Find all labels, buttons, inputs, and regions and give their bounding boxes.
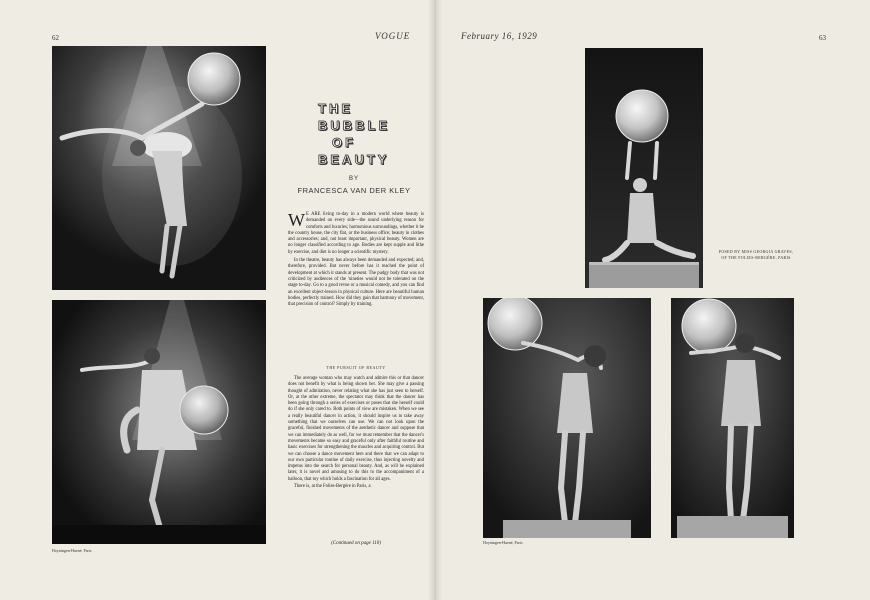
paragraph-folies: There is, at the Folies-Bergère in Paris, a bbox=[294, 484, 371, 490]
photo-caption: POSED BY MISS GEORGIA GRAVES, OF THE FOLIES-BERGÈRE, PARIS bbox=[718, 249, 794, 260]
section-subhead: THE PURSUIT OF BEAUTY bbox=[326, 365, 386, 370]
article-body-top bbox=[288, 212, 424, 362]
title-line-3: OF bbox=[332, 135, 357, 150]
photo-dancer-backbend bbox=[52, 46, 266, 290]
photo-credit-left: Hoyningen-Huené, Paris bbox=[52, 548, 92, 553]
photo-dancer-balloon-left bbox=[483, 298, 651, 538]
drop-cap: W bbox=[288, 210, 305, 230]
paragraph-pursuit: The average woman who may watch and admire this or that dancer does not benefit by what is being shown her. She may give a passing thought of admiration, never relating what she has just seen to herself. Or, at the other extreme, the spectator may think that the dancer has been going through a series of exercises or poses that she herself could do if she only cared to. Both points of view are mistaken. When we see a really beautiful dancer in action, it should inspire us to take away something that we ourselves can use. We can not look upon the graceful, finished movements of the aesthetic dancer and suppose that we can immediately do as well, for we must remember that the dancer's movements became so easy and graceful only after faithful routine and basic exercises for strengthening the muscles and acquiring control. But we can choose a dance movement here and there that we can adapt to our own particular routine of daily exercise, thus injecting novelty and impetus into the search for personal beauty. And, as will be explained later, it is novel and amusing to do this to the accompaniment of a balloon, that toy which holds a fascination for all ages. bbox=[288, 376, 424, 482]
article-title bbox=[318, 100, 398, 168]
paragraph-theatre: In the theatre, beauty has always been demanded and expected; and, therefore, provided. But never before has it reached the point of development at which it stands at present. The pudgy body that was not criticized by audiences of the 'nineties would not be tolerated on the stage to-day. Go to a good revue or a musical comedy, and you can find an excellent object-lesson in physical culture. Here are beautiful human bodies, perfectly trained. How did they gain that harmony of movement, that precision of control? Simply by training. bbox=[288, 258, 424, 308]
photo-dancer-balloon-right bbox=[671, 298, 794, 538]
byline bbox=[290, 176, 418, 200]
continued-note: (Continued on page 110) bbox=[331, 541, 381, 546]
running-header-date: February 16, 1929 bbox=[461, 31, 538, 41]
title-line-1: THE bbox=[318, 101, 353, 116]
byline-by: BY bbox=[348, 176, 359, 182]
photo-dancer-kick bbox=[52, 300, 266, 544]
article-body-bottom bbox=[288, 376, 424, 540]
photo-dancer-seated bbox=[585, 48, 703, 288]
title-line-2: BUBBLE bbox=[318, 118, 391, 133]
paragraph-intro bbox=[288, 212, 424, 256]
intro-text: E ARE living to-day in a modern world where beauty is demanded on every side—the sound underlying reason for comforts and luxuries; harmonious surroundings, whether it be the country house, the city flat, or the business office; beauty in clothes and accessories; and, not least important, physical beauty. Women are no longer classified according to age. Bodies are kept supple and lithe by exercise, and diet is no longer a scientific mystery. bbox=[288, 212, 424, 255]
page-number-left: 62 bbox=[52, 34, 59, 42]
page-gutter bbox=[428, 0, 442, 600]
photo-credit-right: Hoyningen-Huené, Paris bbox=[483, 540, 523, 545]
title-line-4: BEAUTY bbox=[318, 152, 390, 167]
right-page bbox=[435, 0, 870, 600]
byline-author: FRANCESCA VAN DER KLEY bbox=[297, 186, 411, 195]
running-header-vogue: VOGUE bbox=[375, 31, 411, 41]
page-number-right: 63 bbox=[819, 34, 826, 42]
